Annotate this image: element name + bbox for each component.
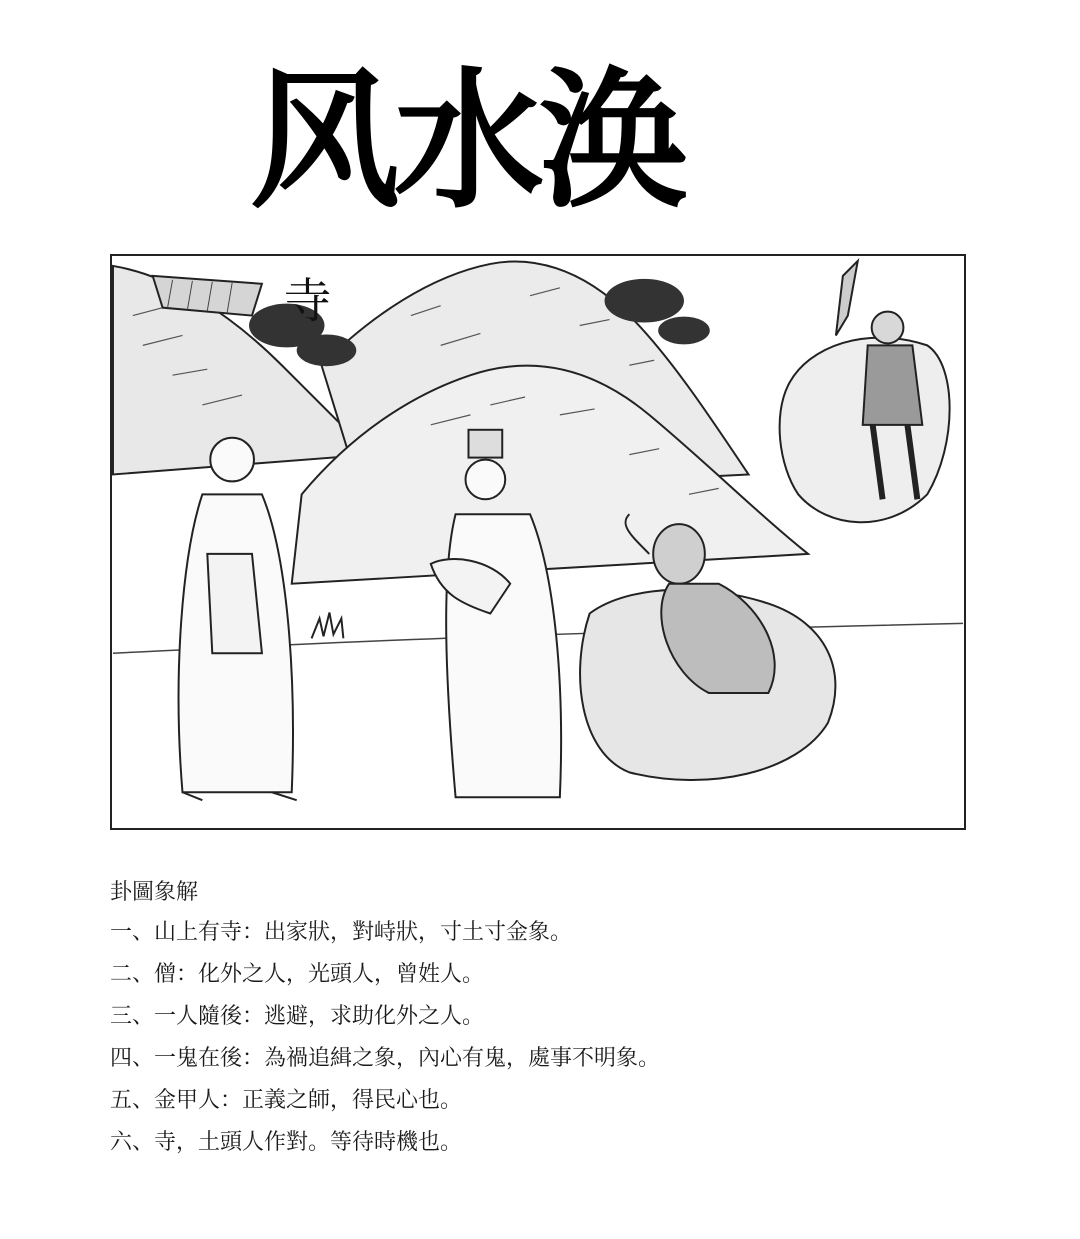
explanation-item: 六、寺，土頭人作對。等待時機也。 [110,1130,463,1155]
explanation-item: 五、金甲人：正義之師，得民心也。 [110,1088,463,1113]
hexagram-explanation [110,878,970,1170]
page-title: 风水涣 [250,55,683,229]
explanation-heading: 卦圖象解 [110,880,199,905]
explanation-list [110,918,970,1170]
explanation-item: 一、山上有寺：出家狀，對峙狀，寸土寸金象。 [110,920,573,945]
guardian-figure [780,261,950,522]
explanation-item: 三、一人隨後：逃避，求助化外之人。 [110,1004,485,1029]
monk-figure [179,438,297,800]
explanation-item: 二、僧：化外之人，光頭人，曾姓人。 [110,962,485,987]
hexagram-illustration [110,254,966,830]
temple-sign: 寺 [283,274,332,330]
explanation-item: 四、一鬼在後：為禍追緝之象，內心有鬼，處事不明象。 [110,1046,661,1071]
